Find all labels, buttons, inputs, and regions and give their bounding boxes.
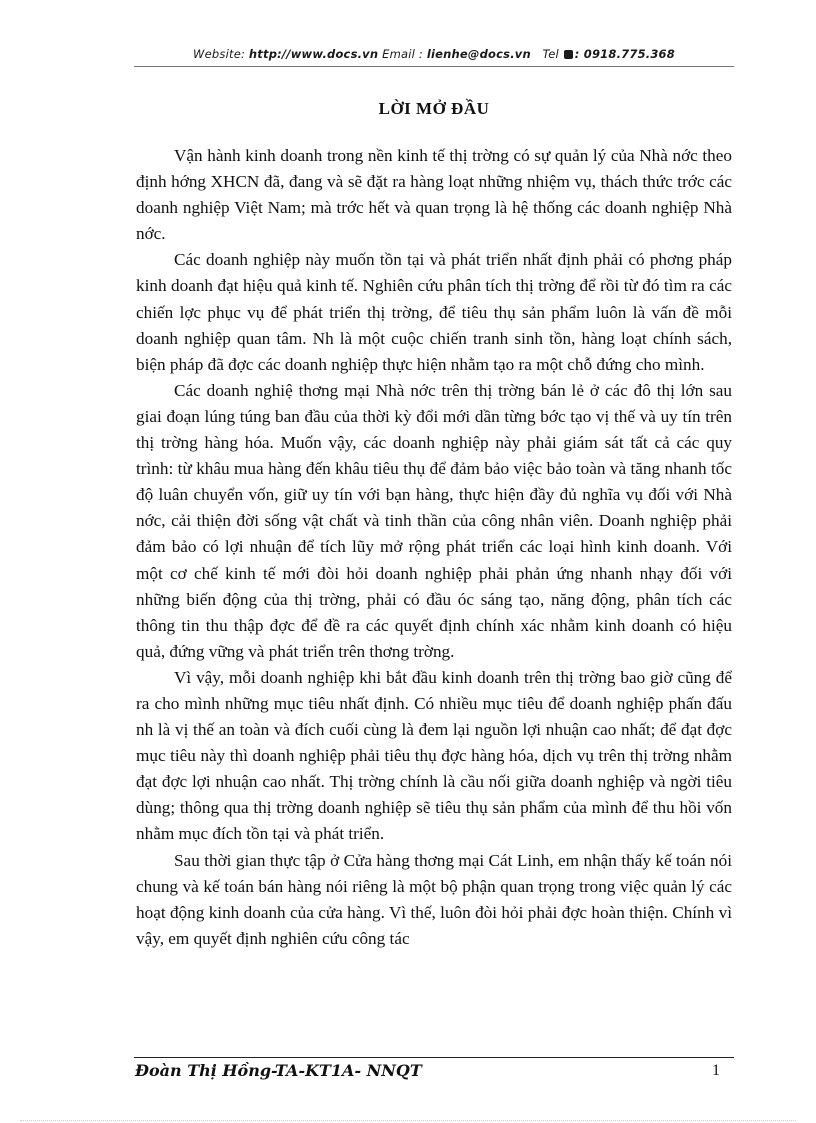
page-title: LỜI MỞ ĐẦU bbox=[378, 99, 490, 118]
tel-value: : 0918.775.368 bbox=[574, 47, 675, 61]
header-divider bbox=[134, 66, 734, 67]
paragraph: Sau thời gian thực tập ở Cửa hàng thơng mại Cát Linh, em nhận thấy kế toán nói chung và kế toán bán hàng nói riêng là một bộ phận quan trọng trong việc quản lý các hoạt động kinh doanh của cửa hàng. Vì thế, luôn đòi hỏi phải đợc hoàn thiện. Chính vì vậy, em quyết định nghiên cứu công tác bbox=[136, 850, 732, 948]
website-url[interactable]: http://www.docs.vn bbox=[248, 47, 379, 61]
page-header bbox=[134, 47, 734, 61]
tel-label: Tel bbox=[542, 47, 559, 61]
page-bottom-border bbox=[20, 1120, 796, 1121]
paragraph: Các doanh nghiệp này muốn tồn tại và phát triển nhất định phải có phơng pháp kinh doanh đạt hiệu quả kinh tế. Nghiên cứu phân tích thị trờng để rồi từ đó tìm ra các chiến lợc phục vụ để phát triển thị trờng, để tiêu thụ sản phẩm luôn là vấn đề mỗi doanh nghiệp quan tâm. Nh là một cuộc chiến tranh sinh tồn, hàng loạt chính sách, biện pháp đã đợc các doanh nghiệp thực hiện nhằm tạo ra một chỗ đứng cho mình. bbox=[136, 250, 732, 374]
email-value[interactable]: lienhe@docs.vn bbox=[426, 47, 531, 61]
paragraph: Vận hành kinh doanh trong nền kinh tế thị trờng có sự quản lý của Nhà nớc theo định hớng XHCN đã, đang và sẽ đặt ra hàng loạt những nhiệm vụ, thách thức trớc các doanh nghiệp Việt Nam; mà trớc hết và quan trọng là hệ thống các doanh nghiệp Nhà nớc. bbox=[136, 146, 732, 244]
email-label: Email : bbox=[382, 47, 423, 61]
website-label: Website: bbox=[193, 47, 246, 61]
phone-icon bbox=[564, 50, 573, 59]
footer-divider bbox=[134, 1057, 734, 1058]
footer-author: Đoàn Thị Hồng-TA-KT1A- NNQT bbox=[135, 1061, 422, 1080]
paragraph: Vì vậy, mỗi doanh nghiệp khi bắt đầu kinh doanh trên thị trờng bao giờ cũng để ra cho mình những mục tiêu nhất định. Có nhiều mục tiêu để doanh nghiệp phấn đấu nh là vị thế an toàn và đích cuối cùng là đem lại nguồn lợi nhuận cao nhất; để đạt đợc mục tiêu này thì doanh nghiệp phải tiêu thụ đợc hàng hóa, dịch vụ trên thị trờng nhằm đạt đợc lợi nhuận cao nhất. Thị trờng chính là cầu nối giữa doanh nghiệp và ngời tiêu dùng; thông qua thị trờng doanh nghiệp sẽ tiêu thụ sản phẩm của mình để thu hồi vốn nhằm mục đích tồn tại và phát triển. bbox=[136, 667, 732, 844]
body-text bbox=[136, 143, 732, 952]
paragraph: Các doanh nghiệ thơng mại Nhà nớc trên thị trờng bán lẻ ở các đô thị lớn sau giai đoạn lúng túng ban đầu của thời kỳ đổi mới dần từng bớc tạo vị thế và uy tín trên thị trờng hàng hóa. Muốn vậy, các doanh nghiệp này phải giám sát tất cả các quy trình: từ khâu mua hàng đến khâu tiêu thụ để đảm bảo việc bảo toàn và tăng nhanh tốc độ luân chuyển vốn, giữ uy tín với bạn hàng, thực hiện đầy đủ nghĩa vụ đối với Nhà nớc, cải thiện đời sống vật chất và tinh thần của công nhân viên. Doanh nghiệp phải đảm bảo có lợi nhuận để tích lũy mở rộng phát triển các loại hình kinh doanh. Với một cơ chế kinh tế mới đòi hỏi doanh nghiệp phải phản ứng nhanh nhạy đối với những biến động của thị trờng, phải có đầu óc sáng tạo, năng động, phân tích các thông tin thu thập đợc để đề ra các quyết định chính xác nhằm kinh doanh có hiệu quả, đứng vững và phát triển trên thơng trờng. bbox=[136, 380, 732, 661]
page-number: 1 bbox=[712, 1062, 720, 1079]
